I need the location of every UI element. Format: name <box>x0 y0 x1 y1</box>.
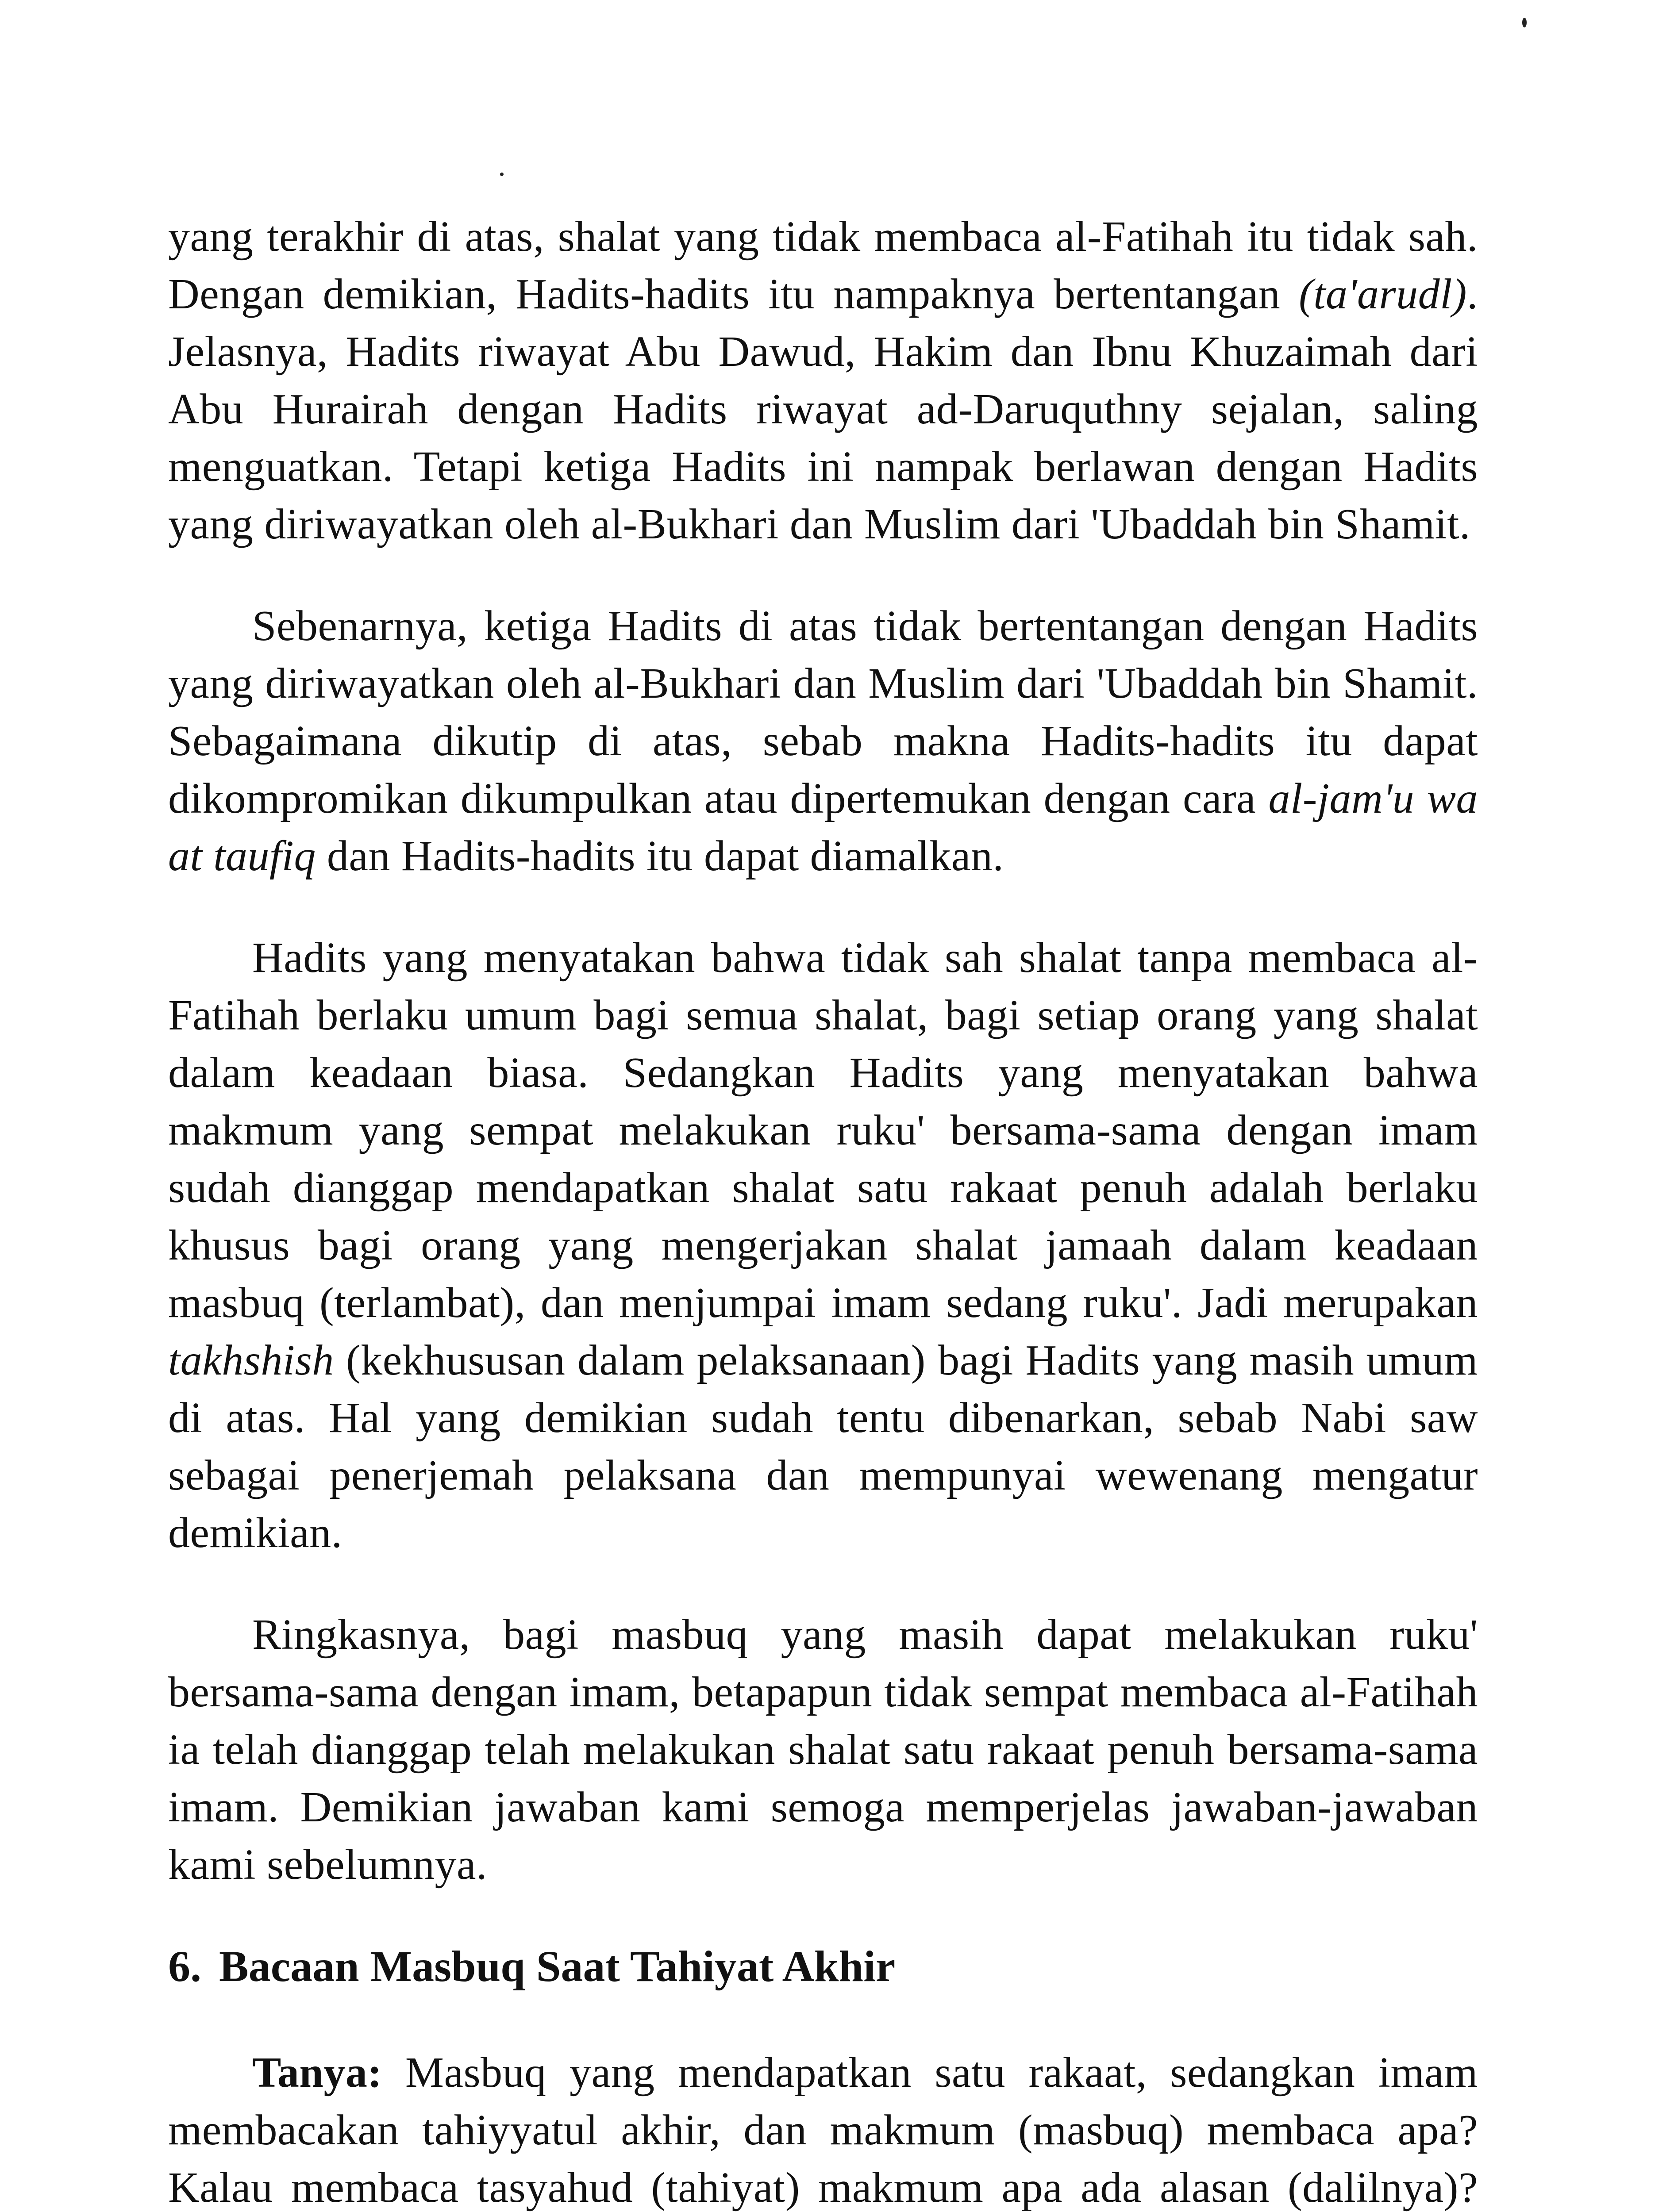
scan-speck <box>1522 18 1527 27</box>
paragraph-1 <box>168 208 1478 553</box>
paragraph-4 <box>168 1606 1478 1893</box>
paragraph-3-text-b: (kekhususan dalam pelaksanaan) bagi Hadits yang masih umum di atas. Hal yang demikian sudah tentu dibenarkan, sebab Nabi saw sebagai penerjemah pelaksana dan mempunyai wewenang mengatur demikian. <box>168 1336 1478 1557</box>
term-taarudl: (ta'arudl) <box>1299 270 1467 318</box>
paragraph-3-text-a: Hadits yang menyatakan bahwa tidak sah shalat tanpa membaca al-Fatihah berlaku umum bagi semua shalat, bagi setiap orang yang shalat dalam keadaan biasa. Sedangkan Hadits yang menyatakan bahwa makmum yang sempat melakukan ruku' bersama-sama dengan imam sudah dianggap mendapatkan shalat satu rakaat penuh adalah berlaku khusus bagi orang yang mengerjakan shalat jamaah dalam keadaan masbuq (terlambat), dan menjumpai imam sedang ruku'. Jadi merupakan <box>168 934 1478 1327</box>
term-takhshish: takhshish <box>168 1336 334 1384</box>
section-title: Bacaan Masbuq Saat Tahiyat Akhir <box>219 1942 896 1991</box>
paragraph-3 <box>168 929 1478 1562</box>
section-heading <box>168 1938 1478 1995</box>
paragraph-1-text-b: . Jelasnya, Hadits riwayat Abu Dawud, Hakim dan Ibnu Khuzaimah dari Abu Hurairah dengan Hadits riwayat ad-Daruquthny sejalan, saling menguatkan. Tetapi ketiga Hadits ini nampak berlawan dengan Hadits yang diriwayatkan oleh al-Bukhari dan Muslim dari 'Ubaddah bin Shamit. <box>168 270 1478 548</box>
question-paragraph <box>168 2044 1478 2212</box>
section-number: 6. <box>168 1942 201 1991</box>
question-label: Tanya: <box>252 2049 382 2097</box>
term-al-jamu-wa-at-taufiq: al-jam'u wa at taufiq <box>168 775 1478 880</box>
paragraph-1-text-a: yang terakhir di atas, shalat yang tidak membaca al-Fatihah itu tidak sah. Dengan demikian, Hadits-hadits itu nampaknya bertentangan <box>168 213 1478 318</box>
paragraph-2 <box>168 597 1478 885</box>
page-body <box>168 208 1478 2212</box>
scan-speck <box>500 173 504 176</box>
paragraph-2-text-b: dan Hadits-hadits itu dapat diamalkan. <box>316 832 1004 880</box>
paragraph-4-text: Ringkasnya, bagi masbuq yang masih dapat melakukan ruku' bersama-sama dengan imam, betapapun tidak sempat membaca al-Fatihah ia telah dianggap telah melakukan shalat satu rakaat penuh bersama-sama imam. Demikian jawaban kami semoga memperjelas jawaban-jawaban kami sebelumnya. <box>168 1611 1478 1889</box>
paragraph-2-text-a: Sebenarnya, ketiga Hadits di atas tidak bertentangan dengan Hadits yang diriwayatkan oleh al-Bukhari dan Muslim dari 'Ubaddah bin Shamit. Sebagaimana dikutip di atas, sebab makna Hadits-hadits itu dapat dikompromikan dikumpulkan atau dipertemukan dengan cara <box>168 602 1478 822</box>
question-text: Masbuq yang mendapatkan satu rakaat, sedangkan imam membacakan tahiyyatul akhir, dan makmum (masbuq) membaca apa? Kalau membaca tasyahud (tahiyat) makmum apa ada alasan (dalilnya)? <box>168 2049 1478 2212</box>
